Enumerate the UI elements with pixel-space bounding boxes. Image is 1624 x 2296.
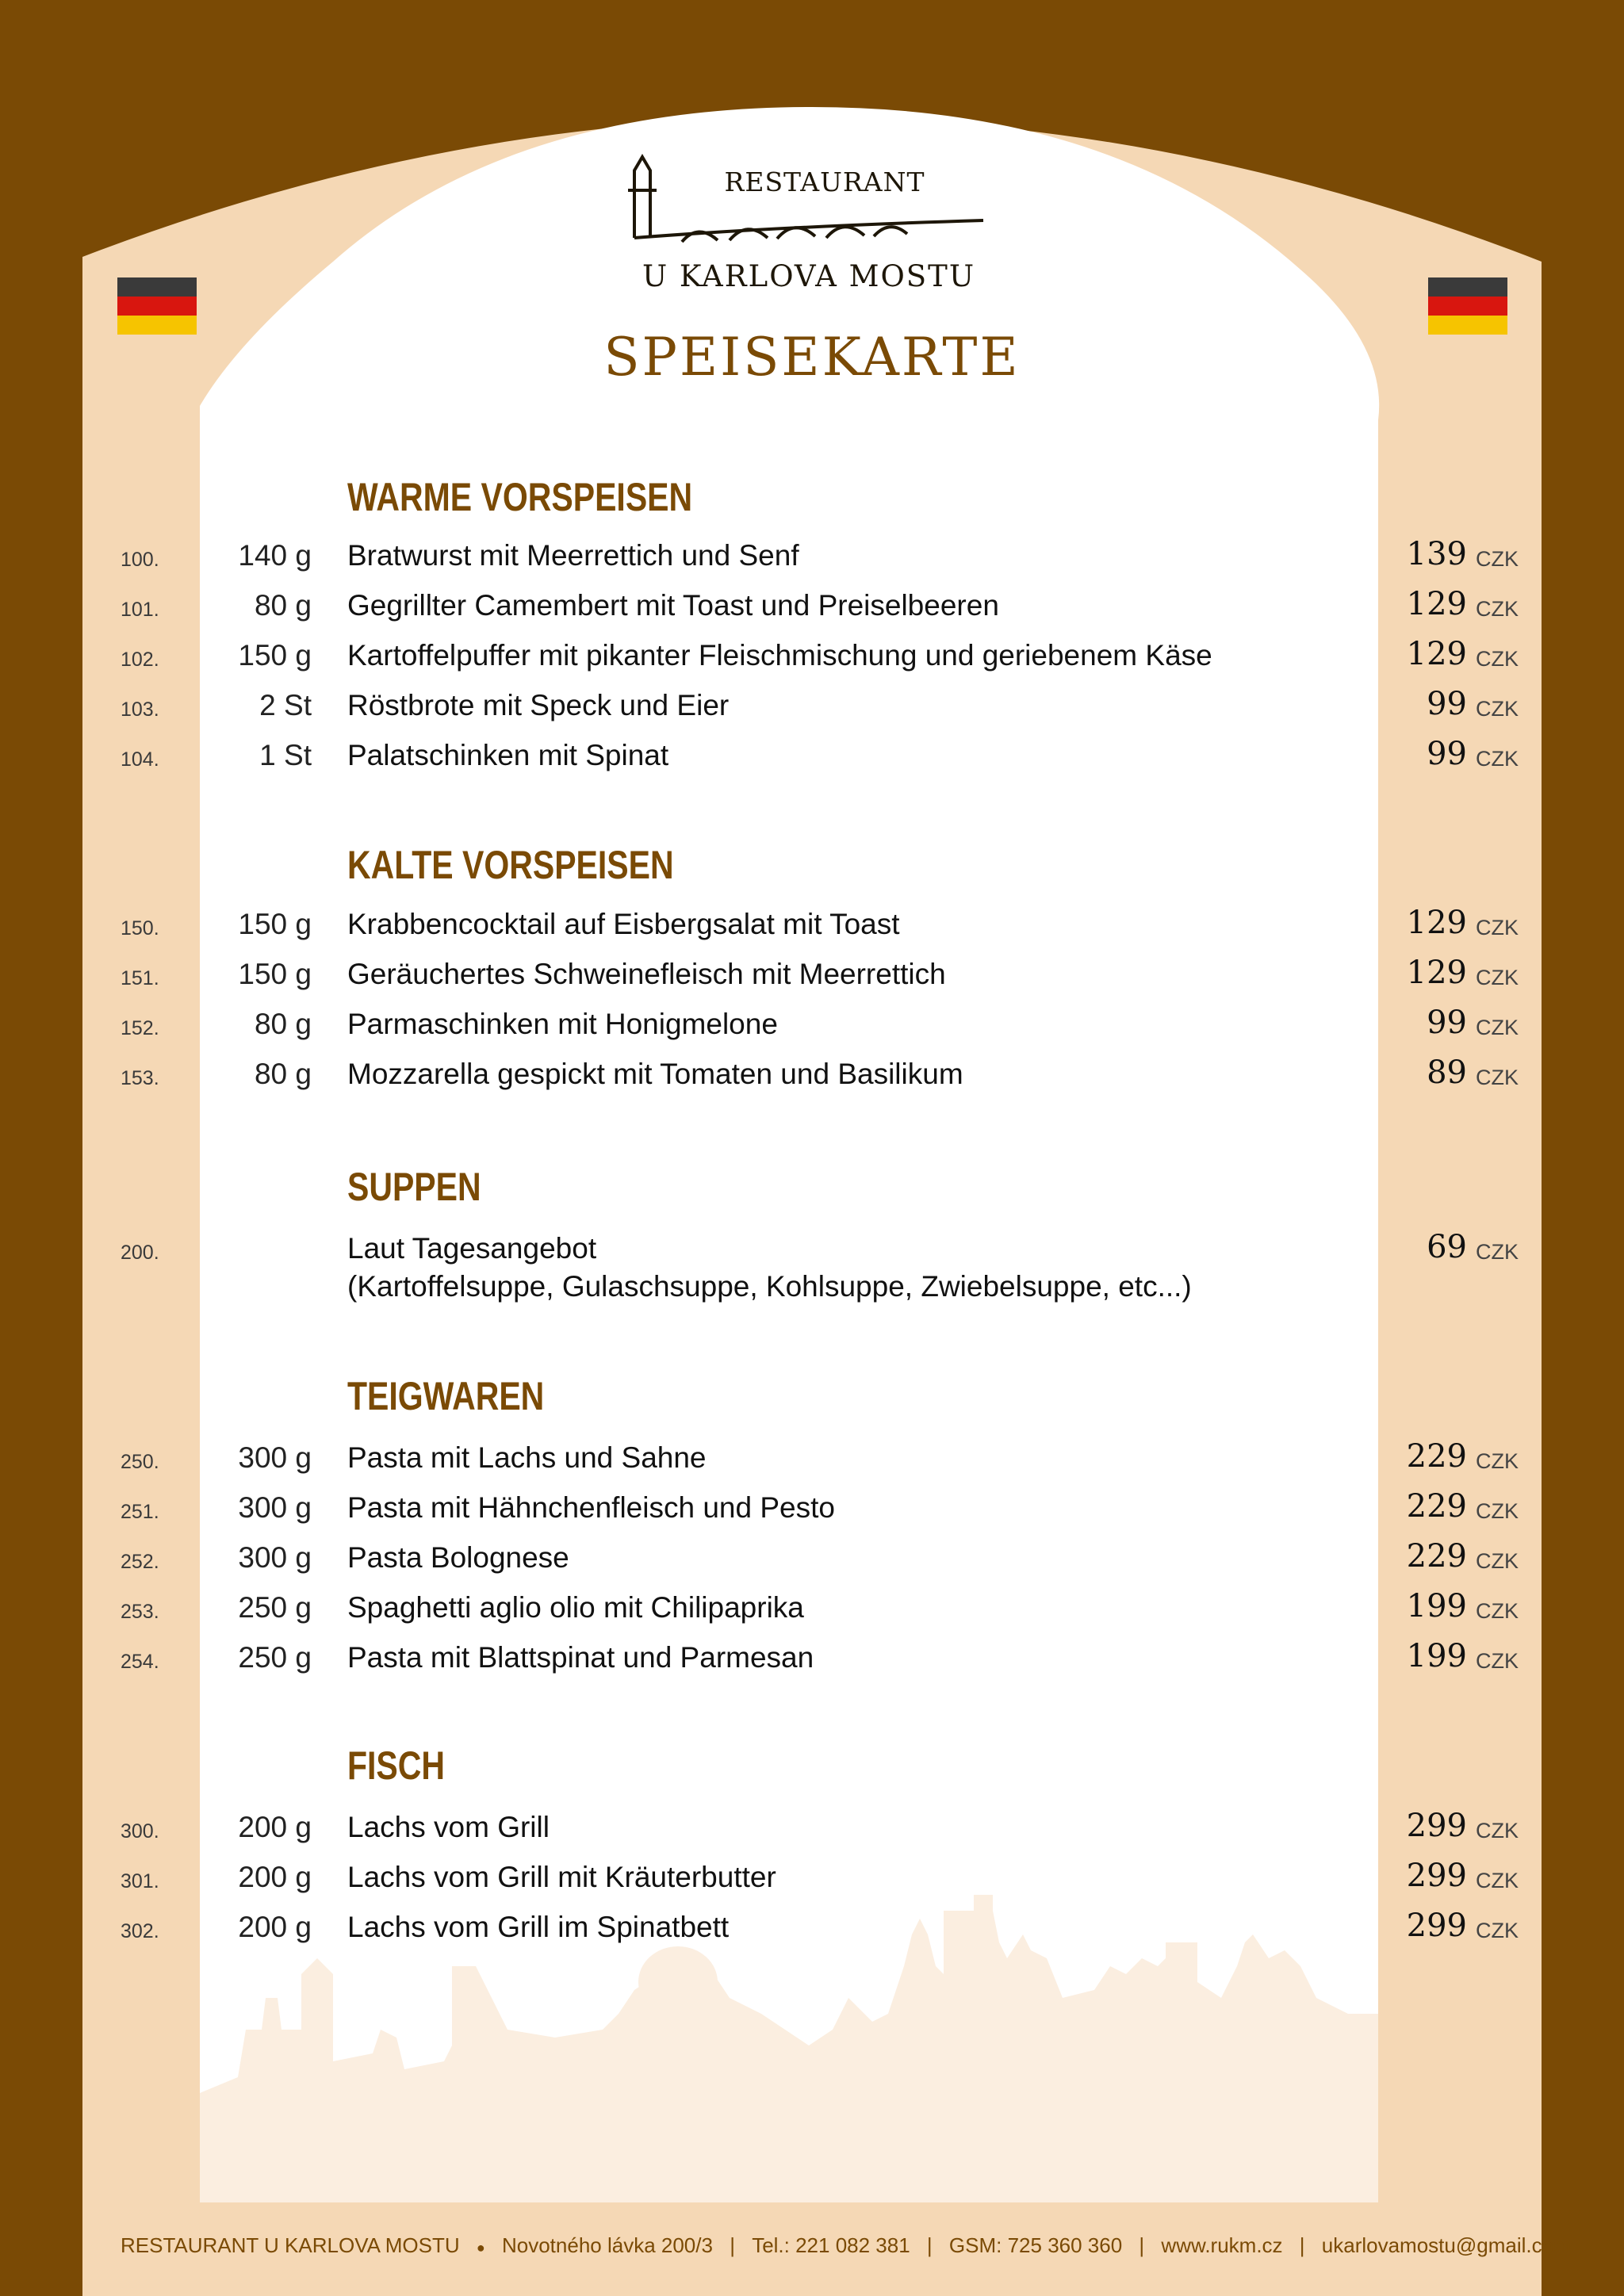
item-number: 301. <box>121 1870 159 1892</box>
menu-item <box>0 1438 1624 1486</box>
item-weight: 80 g <box>254 1058 312 1090</box>
item-currency: CZK <box>1476 1549 1519 1573</box>
item-number: 100. <box>121 549 159 571</box>
item-weight: 150 g <box>238 639 312 672</box>
item-name: Lachs vom Grill im Spinatbett <box>347 1911 730 1943</box>
item-currency: CZK <box>1476 747 1519 771</box>
item-currency: CZK <box>1476 1869 1519 1892</box>
item-name: Krabbencocktail auf Eisbergsalat mit Toast <box>347 908 900 940</box>
item-number: 302. <box>121 1920 159 1942</box>
item-currency: CZK <box>1476 1066 1519 1089</box>
item-name: Lachs vom Grill <box>347 1811 550 1843</box>
item-weight: 250 g <box>238 1591 312 1624</box>
item-currency: CZK <box>1476 697 1519 721</box>
item-number: 104. <box>121 748 159 771</box>
footer-gsm: GSM: 725 360 360 <box>948 2233 1123 2257</box>
item-currency: CZK <box>1476 547 1519 571</box>
menu-item <box>0 1808 1624 1855</box>
item-currency: CZK <box>1476 1649 1519 1673</box>
item-weight: 300 g <box>238 1541 312 1574</box>
item-weight: 200 g <box>238 1861 312 1893</box>
item-weight: 2 St <box>259 689 312 721</box>
item-name-detail: (Kartoffelsuppe, Gulaschsuppe, Kohlsuppe, Zwiebelsuppe, etc...) <box>347 1270 1192 1303</box>
footer <box>121 2233 1571 2258</box>
menu-item <box>0 586 1624 633</box>
item-number: 252. <box>121 1551 159 1573</box>
item-number: 253. <box>121 1601 159 1623</box>
item-name: Pasta mit Hähnchenfleisch und Pesto <box>347 1491 835 1524</box>
item-currency: CZK <box>1476 1240 1519 1264</box>
item-name: Pasta mit Blattspinat und Parmesan <box>347 1641 814 1674</box>
section-title: TEIGWAREN <box>347 1374 545 1418</box>
item-weight: 300 g <box>238 1441 312 1474</box>
restaurant-logo <box>619 151 999 301</box>
item-price: 89 <box>1427 1054 1467 1091</box>
item-weight: 300 g <box>238 1491 312 1524</box>
menu-item <box>0 1858 1624 1905</box>
menu-item <box>0 1004 1624 1052</box>
item-number: 254. <box>121 1651 159 1673</box>
logo-word-top: RESTAURANT <box>724 166 925 197</box>
menu-item <box>0 1638 1624 1686</box>
item-weight: 200 g <box>238 1911 312 1943</box>
item-price: 299 <box>1406 1858 1467 1894</box>
item-number: 150. <box>121 917 159 939</box>
menu-item <box>0 686 1624 733</box>
footer-divider: | <box>730 2233 735 2257</box>
item-name: Gegrillter Camembert mit Toast und Preiselbeeren <box>347 589 999 622</box>
item-name: Mozzarella gespickt mit Tomaten und Basilikum <box>347 1058 963 1090</box>
section-title: KALTE VORSPEISEN <box>347 843 674 887</box>
item-number: 103. <box>121 698 159 721</box>
page-title: SPEISEKARTE <box>603 327 1021 388</box>
item-currency: CZK <box>1476 1449 1519 1473</box>
footer-name: RESTAURANT U KARLOVA MOSTU <box>121 2233 460 2257</box>
item-weight: 250 g <box>238 1641 312 1674</box>
item-price: 69 <box>1427 1229 1467 1265</box>
item-name: Palatschinken mit Spinat <box>347 739 669 771</box>
item-name: Geräuchertes Schweinefleisch mit Meerrettich <box>347 958 946 990</box>
item-price: 129 <box>1406 955 1467 991</box>
menu-item <box>0 536 1624 584</box>
item-weight: 1 St <box>259 739 312 771</box>
menu-item <box>0 1588 1624 1636</box>
item-price: 129 <box>1406 586 1467 622</box>
item-price: 229 <box>1406 1538 1467 1575</box>
item-name: Pasta Bolognese <box>347 1541 569 1574</box>
item-price: 129 <box>1406 905 1467 941</box>
item-number: 152. <box>121 1017 159 1039</box>
footer-divider: | <box>1139 2233 1145 2257</box>
footer-tel: Tel.: 221 082 381 <box>752 2233 910 2257</box>
menu-item <box>0 955 1624 1002</box>
item-weight: 140 g <box>238 539 312 572</box>
footer-address: Novotného lávka 200/3 <box>501 2233 713 2257</box>
menu-item <box>0 736 1624 783</box>
item-currency: CZK <box>1476 916 1519 939</box>
section-title: SUPPEN <box>347 1165 481 1209</box>
item-price: 99 <box>1427 686 1467 722</box>
menu-item <box>0 636 1624 683</box>
item-name: Pasta mit Lachs und Sahne <box>347 1441 707 1474</box>
item-price: 99 <box>1427 1004 1467 1041</box>
item-currency: CZK <box>1476 1599 1519 1623</box>
item-weight: 80 g <box>254 589 312 622</box>
item-currency: CZK <box>1476 597 1519 621</box>
menu-item <box>0 1908 1624 1955</box>
item-price: 299 <box>1406 1808 1467 1844</box>
item-currency: CZK <box>1476 1919 1519 1942</box>
footer-web[interactable]: www.rukm.cz <box>1161 2233 1283 2257</box>
item-name: Bratwurst mit Meerrettich und Senf <box>347 539 799 572</box>
footer-email[interactable]: ukarlovamostu@gmail.com <box>1321 2233 1571 2257</box>
item-currency: CZK <box>1476 1499 1519 1523</box>
menu-item <box>0 1054 1624 1102</box>
item-price: 139 <box>1406 536 1467 572</box>
item-price: 229 <box>1406 1438 1467 1475</box>
menu-item <box>0 1538 1624 1586</box>
item-price: 199 <box>1406 1638 1467 1674</box>
section-title: WARME VORSPEISEN <box>347 475 693 519</box>
menu-item <box>0 1229 1624 1303</box>
item-number: 250. <box>121 1451 159 1473</box>
item-currency: CZK <box>1476 966 1519 989</box>
item-weight: 80 g <box>254 1008 312 1040</box>
menu-item <box>0 1488 1624 1536</box>
item-weight: 150 g <box>238 908 312 940</box>
footer-bullet: ● <box>476 2240 485 2256</box>
item-price: 229 <box>1406 1488 1467 1525</box>
menu-item <box>0 905 1624 952</box>
logo-word-bottom: U KARLOVA MOSTU <box>642 259 976 293</box>
item-price: 199 <box>1406 1588 1467 1624</box>
item-number: 251. <box>121 1501 159 1523</box>
section-title: FISCH <box>347 1743 445 1788</box>
item-number: 102. <box>121 649 159 671</box>
item-currency: CZK <box>1476 647 1519 671</box>
item-currency: CZK <box>1476 1016 1519 1039</box>
item-name: Spaghetti aglio olio mit Chilipaprika <box>347 1591 804 1624</box>
item-currency: CZK <box>1476 1819 1519 1843</box>
item-name: Parmaschinken mit Honigmelone <box>347 1008 778 1040</box>
item-name: Laut Tagesangebot <box>347 1232 597 1265</box>
item-price: 299 <box>1406 1908 1467 1944</box>
item-weight: 200 g <box>238 1811 312 1843</box>
item-number: 200. <box>121 1242 159 1264</box>
footer-divider: | <box>926 2233 933 2257</box>
item-number: 151. <box>121 967 159 989</box>
item-name: Röstbrote mit Speck und Eier <box>347 689 730 721</box>
item-number: 300. <box>121 1820 159 1843</box>
footer-divider: | <box>1299 2233 1305 2257</box>
item-number: 101. <box>121 599 159 621</box>
item-number: 153. <box>121 1067 159 1089</box>
item-price: 129 <box>1406 636 1467 672</box>
item-name: Kartoffelpuffer mit pikanter Fleischmischung und geriebenem Käse <box>347 639 1212 672</box>
item-price: 99 <box>1427 736 1467 772</box>
item-name: Lachs vom Grill mit Kräuterbutter <box>347 1861 776 1893</box>
item-weight: 150 g <box>238 958 312 990</box>
